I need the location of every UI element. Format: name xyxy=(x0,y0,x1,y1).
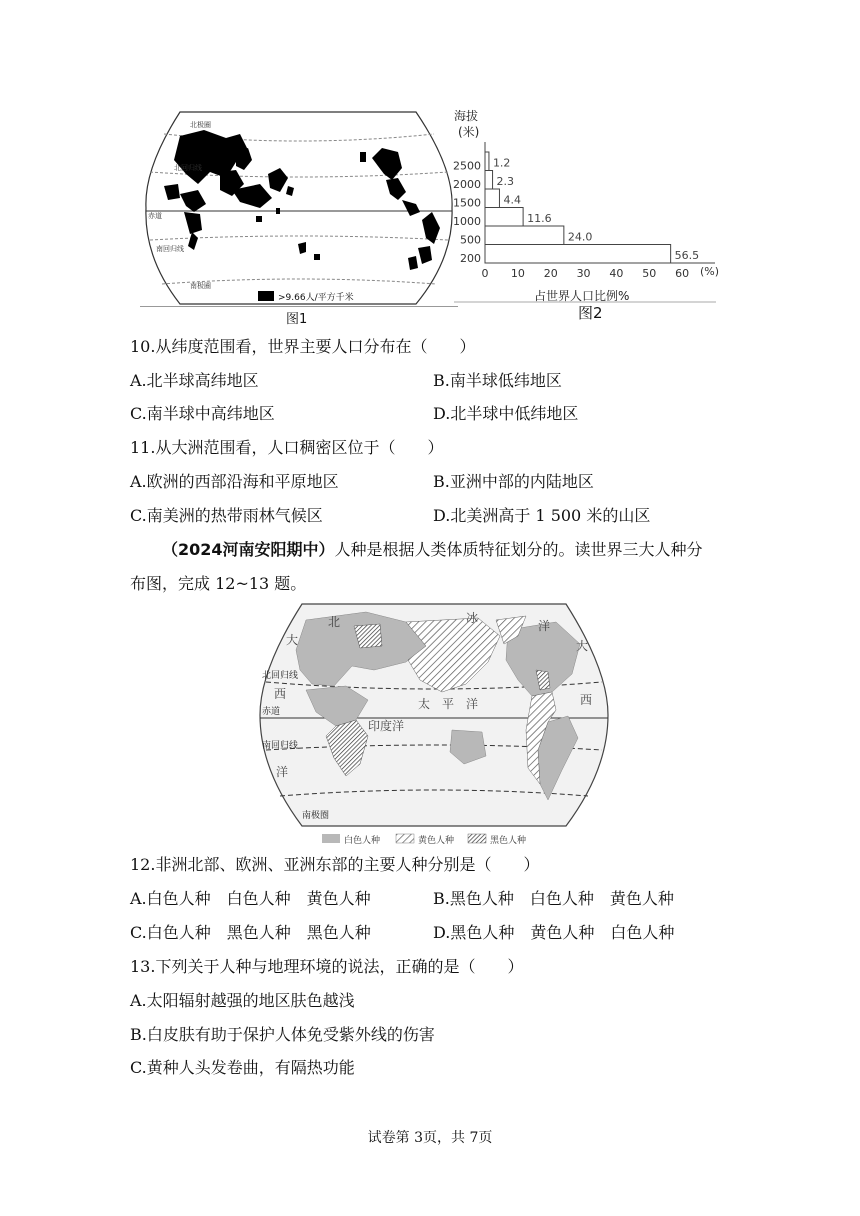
q12-option-a[interactable]: A.白色人种 白色人种 黄色人种 xyxy=(130,889,371,908)
equator-label: 赤道 xyxy=(262,707,281,717)
x-axis-title: 占世界人口比例% xyxy=(534,289,630,303)
intro-line-1 xyxy=(162,540,703,560)
q11-option-d[interactable]: D.北美洲高于 1 500 米的山区 xyxy=(433,506,651,525)
y-tick-1500: 1500 xyxy=(453,196,481,210)
y-axis-title-2: (米) xyxy=(458,125,480,139)
bar-2000 xyxy=(485,171,493,190)
tropic-of-cancer-label: 北回归线 xyxy=(262,671,299,681)
tropic-of-cancer-label: 北回归线 xyxy=(174,164,202,172)
q10-stem: 10.从纬度范围看，世界主要人口分布在（ ） xyxy=(130,337,476,356)
arctic-label-ocean: 洋 xyxy=(538,619,551,633)
x-tick-20: 20 xyxy=(543,267,558,280)
bar-500 xyxy=(485,226,564,245)
y-tick-500: 500 xyxy=(460,233,481,247)
value-label-200: 56.5 xyxy=(674,249,700,262)
q13-option-b[interactable]: B.白皮肤有助于保护人体免受紫外线的伤害 xyxy=(130,1025,435,1044)
q10-option-c[interactable]: C.南半球中高纬地区 xyxy=(130,404,275,423)
atlantic-label-yang: 洋 xyxy=(276,765,289,779)
value-label-500: 24.0 xyxy=(567,230,593,244)
figure-1 xyxy=(140,108,458,322)
arctic-label-ice: 冰 xyxy=(466,611,479,625)
q10-option-a[interactable]: A.北半球高纬地区 xyxy=(130,371,259,390)
y-axis-title-1: 海拔 xyxy=(454,109,479,123)
intro-source: （2024河南安阳期中） xyxy=(162,540,335,559)
legend-yellow-swatch xyxy=(396,834,414,843)
intro-text-2: 布图，完成 12~13 题。 xyxy=(130,574,307,593)
arctic-label-north: 北 xyxy=(328,615,341,629)
y-tick-200: 200 xyxy=(460,252,481,265)
q13-option-a[interactable]: A.太阳辐射越强的地区肤色越浅 xyxy=(130,991,355,1010)
x-tick-0: 0 xyxy=(481,267,489,280)
y-tick-2000: 2000 xyxy=(453,178,481,191)
bar-1000 xyxy=(485,208,523,227)
legend-black-swatch xyxy=(468,834,486,843)
altitude-population-chart xyxy=(450,104,720,326)
q10-option-b[interactable]: B.南半球低纬地区 xyxy=(433,371,562,390)
antarctic-circle-label: 南极圈 xyxy=(302,811,330,821)
legend-label: >9.66人/平方千米 xyxy=(278,293,354,303)
legend-white-swatch xyxy=(322,834,340,843)
q12-option-b[interactable]: B.黑色人种 白色人种 黄色人种 xyxy=(433,889,674,908)
value-label-1000: 11.6 xyxy=(527,212,552,225)
legend-white-label: 白色人种 xyxy=(344,836,381,846)
legend-yellow-label: 黄色人种 xyxy=(418,836,455,846)
q12-option-d[interactable]: D.黑色人种 黄色人种 白色人种 xyxy=(433,923,675,942)
q11-option-b[interactable]: B.亚洲中部的内陆地区 xyxy=(433,472,594,491)
y-tick-1000: 1000 xyxy=(453,215,481,228)
q13-option-c[interactable]: C.黄种人头发卷曲，有隔热功能 xyxy=(130,1058,355,1077)
x-tick-50: 50 xyxy=(642,267,657,280)
q13-stem: 13.下列关于人种与地理环境的说法，正确的是（ ） xyxy=(130,957,524,976)
value-label-1500: 4.4 xyxy=(503,193,521,207)
x-tick-60: 60 xyxy=(675,267,690,280)
antarctic-circle-label: 南极圈 xyxy=(190,282,211,290)
value-label-2000: 2.3 xyxy=(496,175,515,188)
population-density-map xyxy=(140,108,458,322)
legend-black-label: 黑色人种 xyxy=(490,836,527,846)
figure-2 xyxy=(450,104,720,326)
bar-200 xyxy=(485,245,671,264)
legend-swatch xyxy=(258,291,274,301)
figure-2-caption: 图2 xyxy=(578,304,603,322)
arctic-circle-label: 北极圈 xyxy=(190,121,211,129)
q11-option-a[interactable]: A.欧洲的西部沿海和平原地区 xyxy=(130,472,339,491)
x-tick-30: 30 xyxy=(576,267,591,280)
equator-label: 赤道 xyxy=(148,212,162,220)
x-tick-10: 10 xyxy=(510,267,525,280)
page-footer: 试卷第 3页，共 7页 xyxy=(367,1130,493,1146)
tropic-of-capricorn-label: 南回归线 xyxy=(156,245,184,253)
indian-ocean-label: 印度洋 xyxy=(368,719,405,733)
figure-1-caption: 图1 xyxy=(286,312,308,327)
tropic-of-capricorn-label: 南回归线 xyxy=(262,741,299,751)
pacific-label: 太 平 洋 xyxy=(418,697,479,711)
value-label-2500: 1.2 xyxy=(492,156,511,170)
q11-option-c[interactable]: C.南美洲的热带雨林气候区 xyxy=(130,506,323,525)
bar-2500 xyxy=(485,152,489,171)
x-tick-40: 40 xyxy=(609,267,624,280)
bar-1500 xyxy=(485,189,499,208)
y-tick-2500: 2500 xyxy=(453,159,481,173)
atlantic-label-da-left: 大 xyxy=(286,633,299,647)
intro-text-1: 人种是根据人类体质特征划分的。读世界三大人种分 xyxy=(334,540,703,559)
q10-option-d[interactable]: D.北半球中低纬地区 xyxy=(433,404,579,423)
atlantic-label-xi-left: 西 xyxy=(274,687,287,701)
x-axis-unit: (%) xyxy=(700,265,720,278)
race-distribution-map xyxy=(256,600,612,850)
q12-stem: 12.非洲北部、欧洲、亚洲东部的主要人种分别是（ ） xyxy=(130,855,540,874)
q12-option-c[interactable]: C.白色人种 黑色人种 黑色人种 xyxy=(130,923,371,942)
atlantic-label-xi-right: 西 xyxy=(580,693,593,707)
q11-stem: 11.从大洲范围看，人口稠密区位于（ ） xyxy=(130,438,444,457)
atlantic-label-da-right: 大 xyxy=(576,639,589,653)
